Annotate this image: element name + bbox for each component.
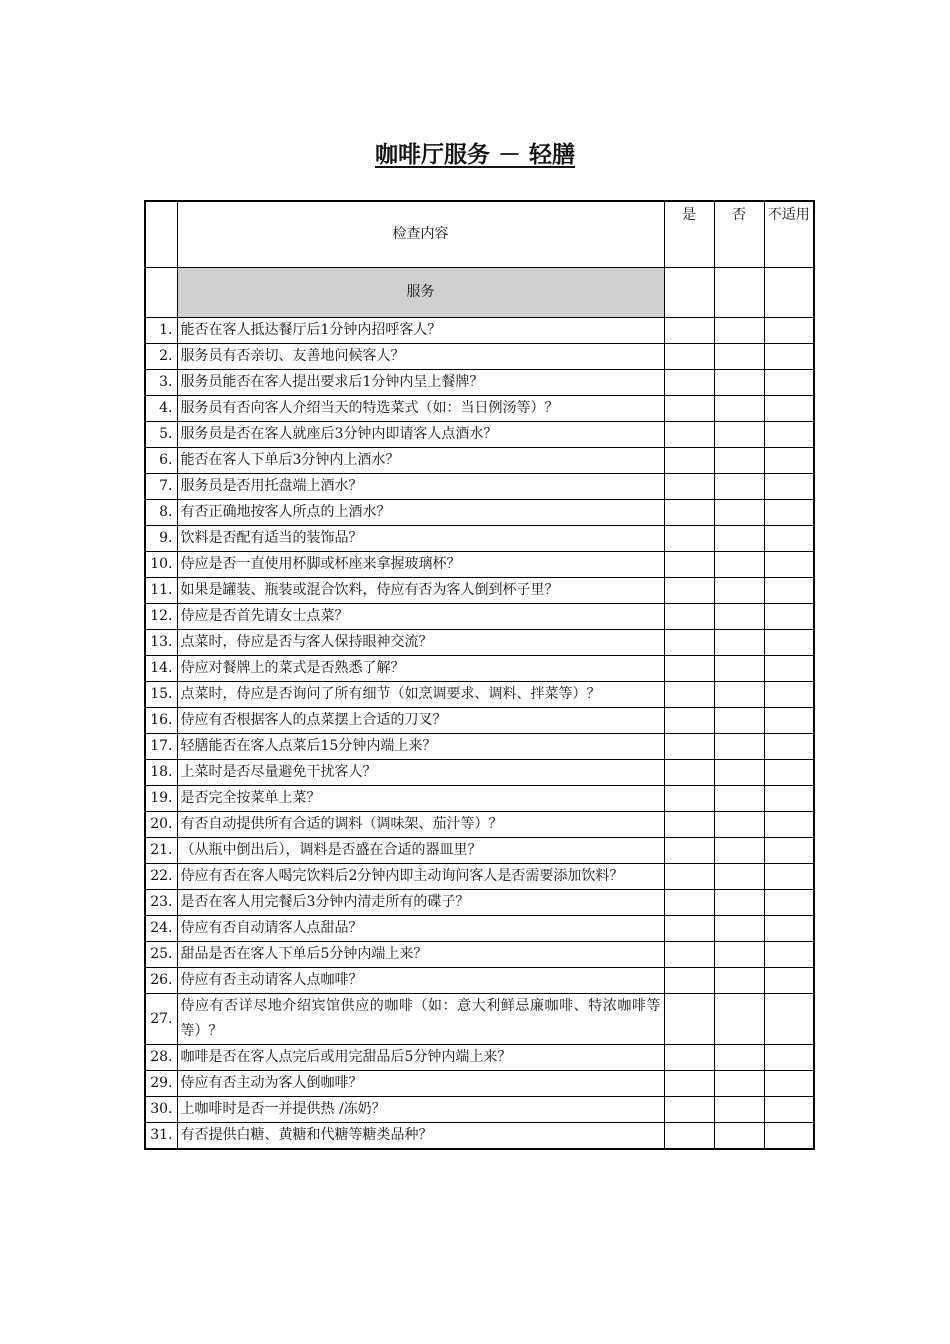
no-check-cell[interactable] <box>714 500 764 526</box>
na-check-cell[interactable] <box>764 994 814 1045</box>
item-text: 服务员是否用托盘端上酒水？ <box>177 474 664 500</box>
yes-check-cell[interactable] <box>664 396 714 422</box>
item-number: 6. <box>145 448 177 474</box>
no-check-cell[interactable] <box>714 760 764 786</box>
yes-check-cell[interactable] <box>664 812 714 838</box>
na-check-cell[interactable] <box>764 1071 814 1097</box>
no-check-cell[interactable] <box>714 916 764 942</box>
table-row <box>145 916 814 942</box>
table-row <box>145 786 814 812</box>
yes-check-cell[interactable] <box>664 474 714 500</box>
yes-check-cell[interactable] <box>664 994 714 1045</box>
no-check-cell[interactable] <box>714 682 764 708</box>
no-check-cell[interactable] <box>714 370 764 396</box>
no-check-cell[interactable] <box>714 448 764 474</box>
no-check-cell[interactable] <box>714 1071 764 1097</box>
item-text: 能否在客人下单后3分钟内上酒水？ <box>177 448 664 474</box>
yes-check-cell[interactable] <box>664 734 714 760</box>
item-text: 是否在客人用完餐后3分钟内清走所有的碟子？ <box>177 890 664 916</box>
item-text: 侍应是否一直使用杯脚或杯座来拿握玻璃杯？ <box>177 552 664 578</box>
table-row <box>145 500 814 526</box>
yes-check-cell[interactable] <box>664 604 714 630</box>
section-no-cell[interactable] <box>714 268 764 318</box>
na-check-cell[interactable] <box>764 370 814 396</box>
item-number: 29. <box>145 1071 177 1097</box>
item-number: 16. <box>145 708 177 734</box>
item-text: 上咖啡时是否一并提供热 /冻奶？ <box>177 1097 664 1123</box>
table-row <box>145 760 814 786</box>
item-number: 9. <box>145 526 177 552</box>
item-text: 轻膳能否在客人点菜后15分钟内端上来？ <box>177 734 664 760</box>
yes-check-cell[interactable] <box>664 578 714 604</box>
na-check-cell[interactable] <box>764 968 814 994</box>
na-check-cell[interactable] <box>764 734 814 760</box>
yes-check-cell[interactable] <box>664 344 714 370</box>
na-check-cell[interactable] <box>764 942 814 968</box>
no-check-cell[interactable] <box>714 734 764 760</box>
yes-check-cell[interactable] <box>664 370 714 396</box>
item-number: 11. <box>145 578 177 604</box>
no-check-cell[interactable] <box>714 890 764 916</box>
na-check-cell[interactable] <box>764 422 814 448</box>
item-text: 如果是罐装、瓶装或混合饮料，侍应有否为客人倒到杯子里？ <box>177 578 664 604</box>
no-check-cell[interactable] <box>714 318 764 344</box>
table-row <box>145 1097 814 1123</box>
table-row <box>145 838 814 864</box>
section-na-cell[interactable] <box>764 268 814 318</box>
na-check-cell[interactable] <box>764 500 814 526</box>
yes-check-cell[interactable] <box>664 968 714 994</box>
no-check-cell[interactable] <box>714 396 764 422</box>
item-number: 19. <box>145 786 177 812</box>
item-text: 咖啡是否在客人点完后或用完甜品后5分钟内端上来？ <box>177 1045 664 1071</box>
no-check-cell[interactable] <box>714 1097 764 1123</box>
header-num-cell <box>145 201 177 268</box>
item-text: 点菜时，侍应是否与客人保持眼神交流？ <box>177 630 664 656</box>
table-row <box>145 578 814 604</box>
table-row <box>145 1123 814 1150</box>
na-check-cell[interactable] <box>764 526 814 552</box>
item-text: 能否在客人抵达餐厅后1分钟内招呼客人？ <box>177 318 664 344</box>
item-number: 30. <box>145 1097 177 1123</box>
section-row <box>145 268 814 318</box>
na-check-cell[interactable] <box>764 656 814 682</box>
item-number: 28. <box>145 1045 177 1071</box>
table-row <box>145 396 814 422</box>
checklist-table <box>144 200 815 1150</box>
header-no: 否 <box>714 201 764 268</box>
yes-check-cell[interactable] <box>664 838 714 864</box>
item-text: 有否提供白糖、黄糖和代糖等糖类品种？ <box>177 1123 664 1150</box>
yes-check-cell[interactable] <box>664 942 714 968</box>
table-row <box>145 708 814 734</box>
na-check-cell[interactable] <box>764 864 814 890</box>
section-num-cell <box>145 268 177 318</box>
no-check-cell[interactable] <box>714 526 764 552</box>
no-check-cell[interactable] <box>714 838 764 864</box>
yes-check-cell[interactable] <box>664 1071 714 1097</box>
item-number: 1. <box>145 318 177 344</box>
na-check-cell[interactable] <box>764 916 814 942</box>
yes-check-cell[interactable] <box>664 500 714 526</box>
yes-check-cell[interactable] <box>664 890 714 916</box>
no-check-cell[interactable] <box>714 994 764 1045</box>
yes-check-cell[interactable] <box>664 448 714 474</box>
no-check-cell[interactable] <box>714 1045 764 1071</box>
no-check-cell[interactable] <box>714 630 764 656</box>
header-row <box>145 201 814 268</box>
no-check-cell[interactable] <box>714 812 764 838</box>
header-na: 不适用 <box>764 201 814 268</box>
item-text: 侍应有否主动请客人点咖啡？ <box>177 968 664 994</box>
item-text: 服务员能否在客人提出要求后1分钟内呈上餐牌？ <box>177 370 664 396</box>
item-text: 上菜时是否尽量避免干扰客人？ <box>177 760 664 786</box>
item-number: 24. <box>145 916 177 942</box>
table-row <box>145 370 814 396</box>
na-check-cell[interactable] <box>764 578 814 604</box>
header-yes: 是 <box>664 201 714 268</box>
item-text: 服务员有否向客人介绍当天的特选菜式（如：当日例汤等）？ <box>177 396 664 422</box>
table-row <box>145 864 814 890</box>
no-check-cell[interactable] <box>714 786 764 812</box>
na-check-cell[interactable] <box>764 708 814 734</box>
na-check-cell[interactable] <box>764 604 814 630</box>
item-text: 有否自动提供所有合适的调料（调味架、茄汁等）？ <box>177 812 664 838</box>
table-row <box>145 812 814 838</box>
item-text: 侍应有否根据客人的点菜摆上合适的刀叉？ <box>177 708 664 734</box>
item-text: 服务员有否亲切、友善地问候客人？ <box>177 344 664 370</box>
item-number: 13. <box>145 630 177 656</box>
no-check-cell[interactable] <box>714 656 764 682</box>
item-text: 侍应有否自动请客人点甜品？ <box>177 916 664 942</box>
yes-check-cell[interactable] <box>664 682 714 708</box>
item-text: （从瓶中倒出后），调料是否盛在合适的器皿里？ <box>177 838 664 864</box>
header-content: 检查内容 <box>177 201 664 268</box>
section-yes-cell[interactable] <box>664 268 714 318</box>
no-check-cell[interactable] <box>714 708 764 734</box>
table-row <box>145 994 814 1045</box>
no-check-cell[interactable] <box>714 422 764 448</box>
item-number: 21. <box>145 838 177 864</box>
table-row <box>145 942 814 968</box>
table-row <box>145 1071 814 1097</box>
item-number: 22. <box>145 864 177 890</box>
item-text: 侍应有否主动为客人倒咖啡？ <box>177 1071 664 1097</box>
na-check-cell[interactable] <box>764 682 814 708</box>
item-number: 14. <box>145 656 177 682</box>
item-number: 12. <box>145 604 177 630</box>
na-check-cell[interactable] <box>764 1045 814 1071</box>
yes-check-cell[interactable] <box>664 422 714 448</box>
table-row <box>145 474 814 500</box>
na-check-cell[interactable] <box>764 786 814 812</box>
yes-check-cell[interactable] <box>664 786 714 812</box>
item-number: 4. <box>145 396 177 422</box>
na-check-cell[interactable] <box>764 812 814 838</box>
na-check-cell[interactable] <box>764 552 814 578</box>
yes-check-cell[interactable] <box>664 630 714 656</box>
item-number: 10. <box>145 552 177 578</box>
no-check-cell[interactable] <box>714 968 764 994</box>
item-text: 有否正确地按客人所点的上酒水？ <box>177 500 664 526</box>
yes-check-cell[interactable] <box>664 1045 714 1071</box>
table-row <box>145 344 814 370</box>
item-number: 8. <box>145 500 177 526</box>
yes-check-cell[interactable] <box>664 552 714 578</box>
item-text: 侍应是否首先请女士点菜？ <box>177 604 664 630</box>
item-text: 服务员是否在客人就座后3分钟内即请客人点酒水？ <box>177 422 664 448</box>
yes-check-cell[interactable] <box>664 760 714 786</box>
na-check-cell[interactable] <box>764 1123 814 1150</box>
na-check-cell[interactable] <box>764 344 814 370</box>
yes-check-cell[interactable] <box>664 526 714 552</box>
table-row <box>145 890 814 916</box>
table-row <box>145 630 814 656</box>
page-title: 咖啡厅服务 － 轻膳 <box>374 142 575 168</box>
section-title: 服务 <box>177 268 664 318</box>
item-number: 31. <box>145 1123 177 1150</box>
item-number: 26. <box>145 968 177 994</box>
no-check-cell[interactable] <box>714 578 764 604</box>
na-check-cell[interactable] <box>764 760 814 786</box>
item-number: 7. <box>145 474 177 500</box>
item-number: 2. <box>145 344 177 370</box>
no-check-cell[interactable] <box>714 604 764 630</box>
item-number: 17. <box>145 734 177 760</box>
item-number: 25. <box>145 942 177 968</box>
table-row <box>145 734 814 760</box>
table-row <box>145 682 814 708</box>
no-check-cell[interactable] <box>714 942 764 968</box>
item-number: 18. <box>145 760 177 786</box>
item-text: 点菜时，侍应是否询问了所有细节（如烹调要求、调料、拌菜等）？ <box>177 682 664 708</box>
table-row <box>145 656 814 682</box>
table-row <box>145 318 814 344</box>
item-number: 5. <box>145 422 177 448</box>
item-text: 是否完全按菜单上菜？ <box>177 786 664 812</box>
yes-check-cell[interactable] <box>664 916 714 942</box>
no-check-cell[interactable] <box>714 344 764 370</box>
table-row <box>145 968 814 994</box>
na-check-cell[interactable] <box>764 838 814 864</box>
na-check-cell[interactable] <box>764 890 814 916</box>
yes-check-cell[interactable] <box>664 864 714 890</box>
yes-check-cell[interactable] <box>664 1123 714 1150</box>
item-number: 23. <box>145 890 177 916</box>
table-row <box>145 448 814 474</box>
na-check-cell[interactable] <box>764 448 814 474</box>
na-check-cell[interactable] <box>764 630 814 656</box>
no-check-cell[interactable] <box>714 1123 764 1150</box>
table-row <box>145 552 814 578</box>
item-text: 侍应有否详尽地介绍宾馆供应的咖啡（如：意大利鲜忌廉咖啡、特浓咖啡等等）？ <box>177 994 664 1045</box>
table-row <box>145 526 814 552</box>
yes-check-cell[interactable] <box>664 318 714 344</box>
item-number: 27. <box>145 994 177 1045</box>
item-text: 侍应有否在客人喝完饮料后2分钟内即主动询问客人是否需要添加饮料？ <box>177 864 664 890</box>
yes-check-cell[interactable] <box>664 656 714 682</box>
no-check-cell[interactable] <box>714 552 764 578</box>
no-check-cell[interactable] <box>714 474 764 500</box>
item-text: 侍应对餐牌上的菜式是否熟悉了解？ <box>177 656 664 682</box>
yes-check-cell[interactable] <box>664 708 714 734</box>
na-check-cell[interactable] <box>764 396 814 422</box>
no-check-cell[interactable] <box>714 864 764 890</box>
table-row <box>145 1045 814 1071</box>
table-row <box>145 604 814 630</box>
item-text: 饮料是否配有适当的装饰品？ <box>177 526 664 552</box>
na-check-cell[interactable] <box>764 318 814 344</box>
item-number: 3. <box>145 370 177 396</box>
na-check-cell[interactable] <box>764 1097 814 1123</box>
item-number: 20. <box>145 812 177 838</box>
item-text: 甜品是否在客人下单后5分钟内端上来？ <box>177 942 664 968</box>
na-check-cell[interactable] <box>764 474 814 500</box>
item-number: 15. <box>145 682 177 708</box>
yes-check-cell[interactable] <box>664 1097 714 1123</box>
table-row <box>145 422 814 448</box>
